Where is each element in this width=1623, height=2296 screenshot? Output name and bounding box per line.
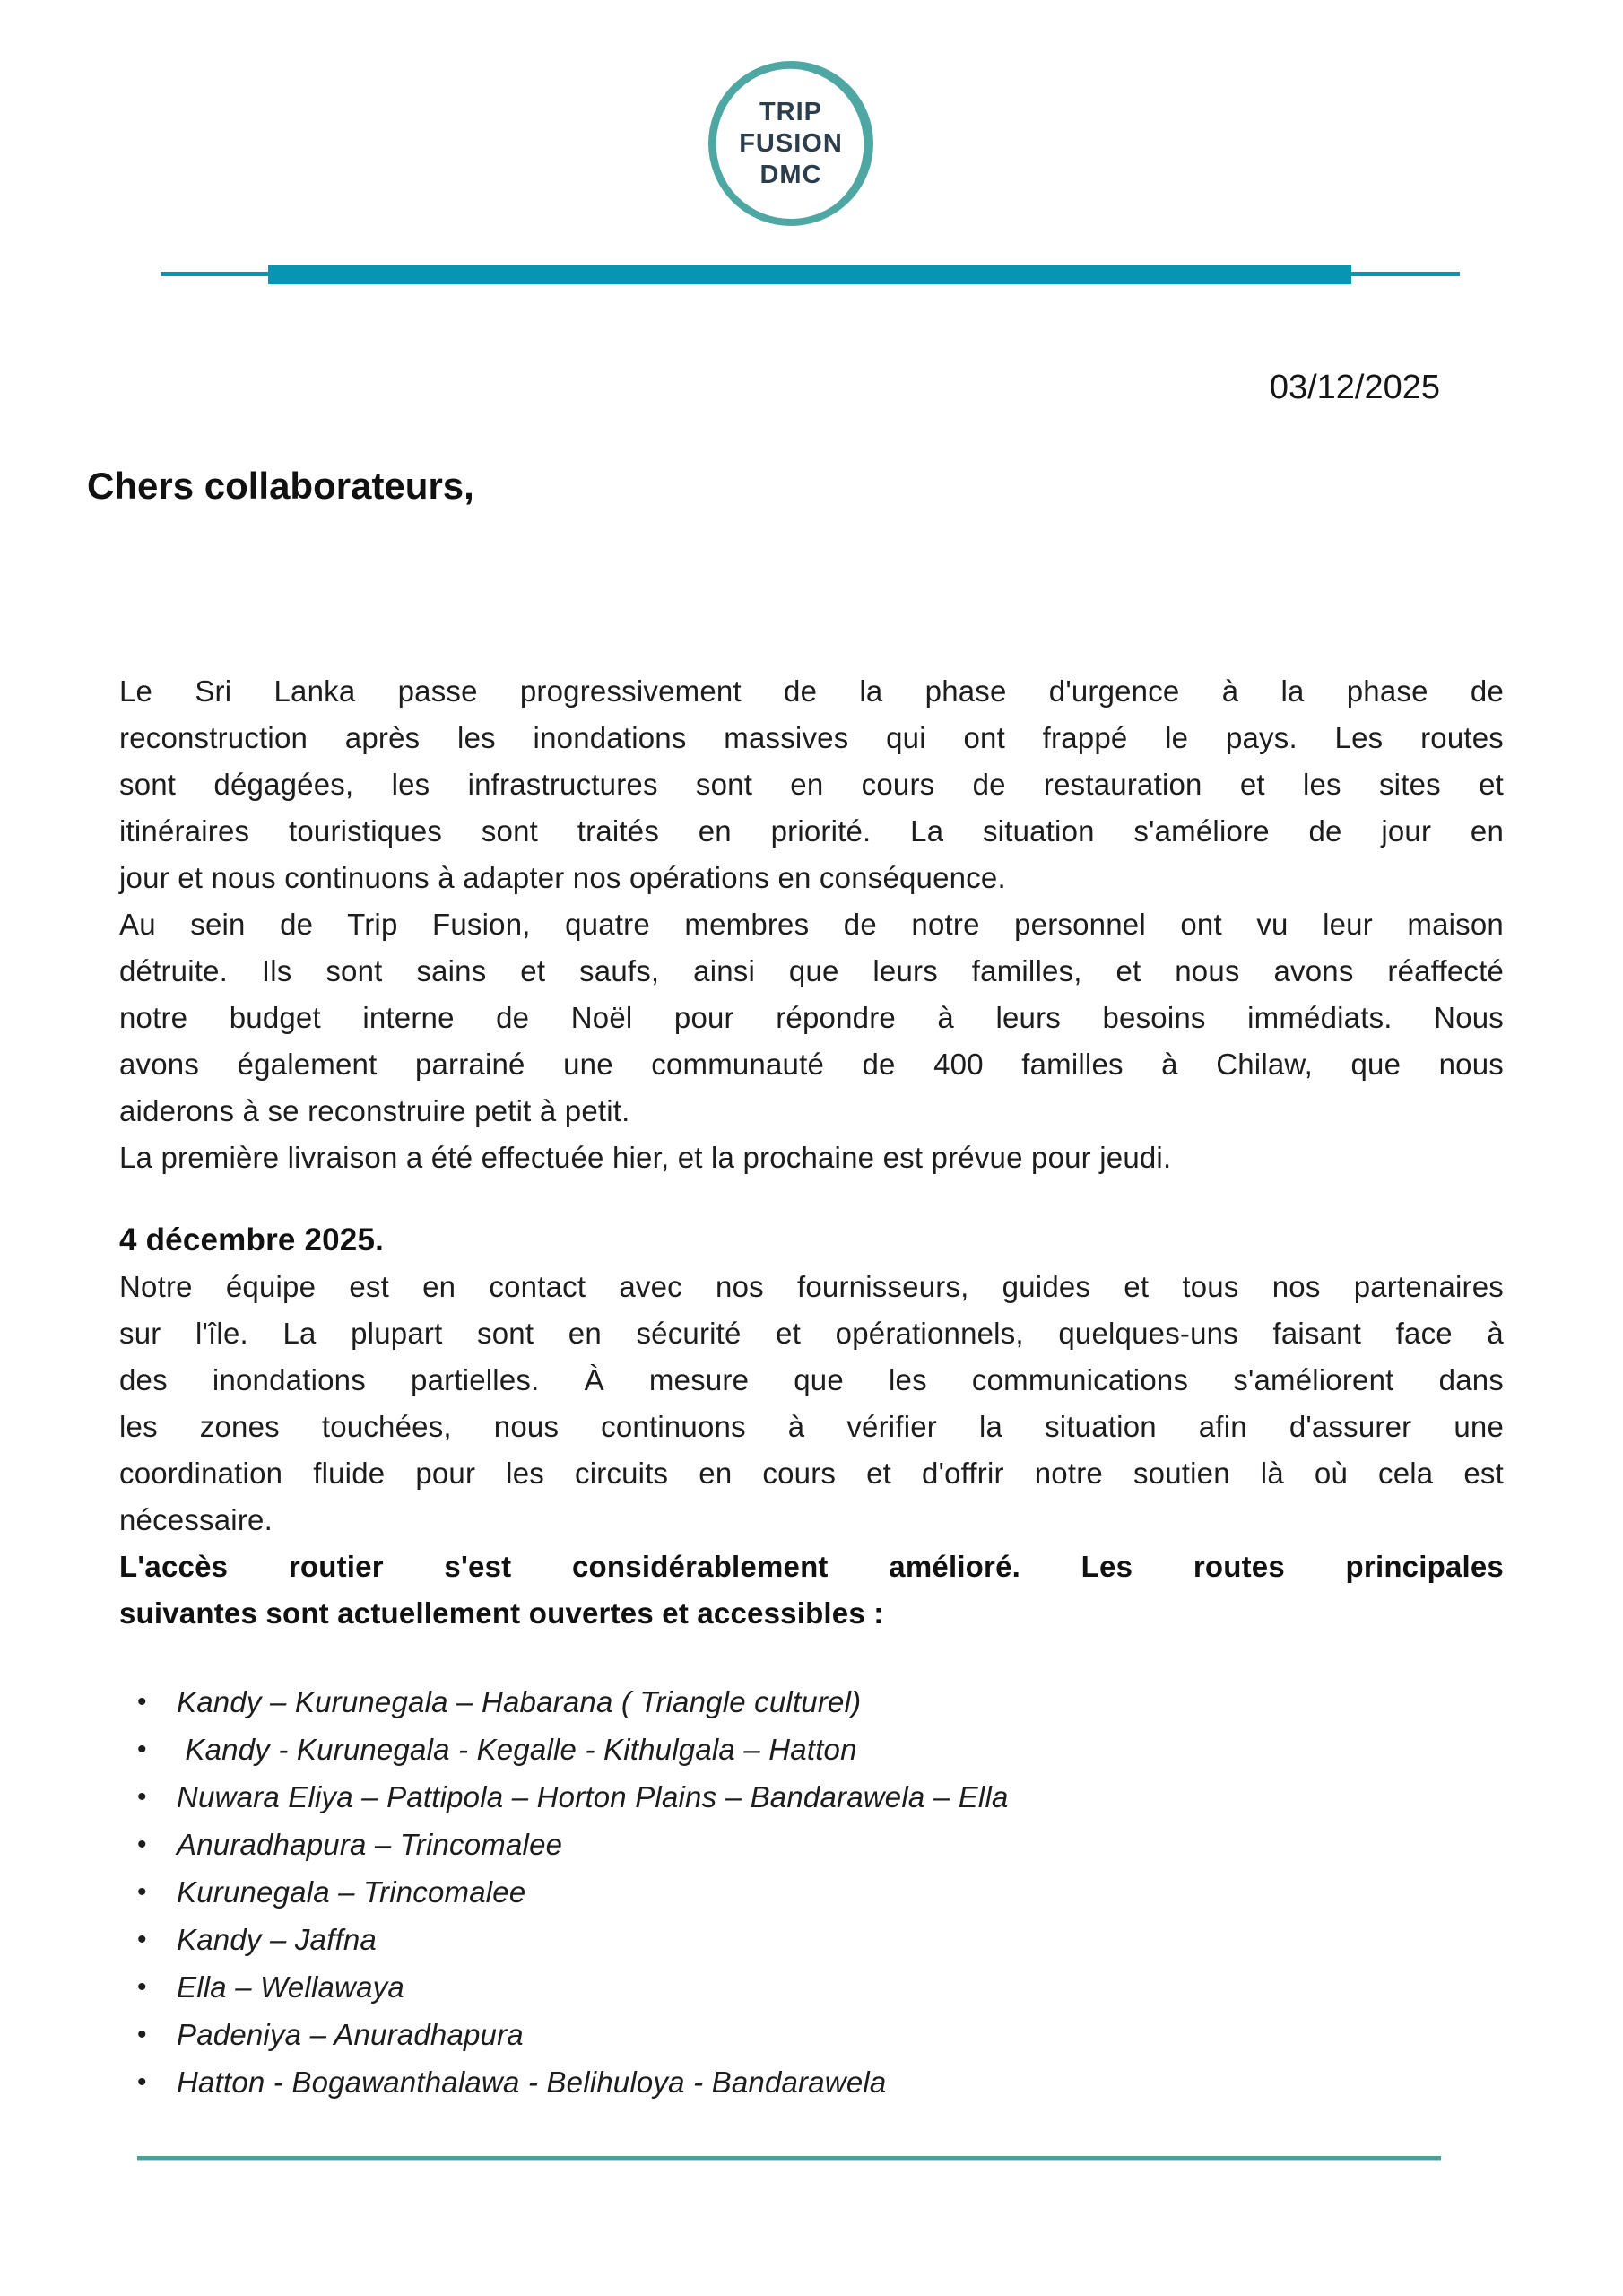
route-item [119, 1963, 1504, 2011]
route-item [119, 2011, 1504, 2058]
route-item [119, 1868, 1504, 1916]
paragraph-team-status [119, 1264, 1504, 1544]
footer-divider-line [137, 2156, 1441, 2161]
route-item [119, 1821, 1504, 1868]
paragraph-recovery [119, 668, 1504, 901]
routes-list [119, 1678, 1504, 2106]
text-line: L'accès routier s'est considérablement amélioré. Les routes principales [119, 1550, 1504, 1583]
route-text: Kandy – Kurunegala – Habarana ( Triangle culturel) [177, 1685, 862, 1718]
bullet-dot-icon: • [137, 2067, 147, 2097]
text-line: Au sein de Trip Fusion, quatre membres de notre personnel ont vu leur maison [119, 908, 1504, 941]
route-text: Kandy – Jaffna [177, 1923, 377, 1956]
text-line: jour et nous continuons à adapter nos opérations en conséquence. [119, 861, 1006, 894]
text-line: détruite. Ils sont sains et saufs, ainsi que leurs familles, et nous avons réaffecté [119, 954, 1504, 987]
logo-line-1: TRIP [759, 97, 823, 126]
text-line: Notre équipe est en contact avec nos fournisseurs, guides et tous nos partenaires [119, 1270, 1504, 1303]
salutation: Chers collaborateurs, [87, 465, 474, 507]
trip-fusion-logo [705, 56, 877, 231]
bullet-dot-icon: • [137, 1735, 147, 1764]
text-line: nécessaire. [119, 1503, 273, 1536]
route-text: Ella – Wellawaya [177, 1970, 404, 2004]
logo-wordmark [705, 56, 877, 231]
letter-body [119, 668, 1504, 2106]
bullet-dot-icon: • [137, 2020, 147, 2049]
route-item [119, 1916, 1504, 1963]
route-item [119, 1773, 1504, 1821]
text-line: coordination fluide pour les circuits en cours et d'offrir notre soutien là où cela est [119, 1457, 1504, 1490]
paragraph-staff [119, 901, 1504, 1135]
paragraph-delivery: La première livraison a été effectuée hier, et la prochaine est prévue pour jeudi. [119, 1141, 1172, 1174]
route-text: Anuradhapura – Trincomalee [177, 1828, 563, 1861]
route-text: Nuwara Eliya – Pattipola – Horton Plains – Bandarawela – Ella [177, 1780, 1009, 1813]
header-divider-bar [268, 265, 1351, 284]
bullet-dot-icon: • [137, 1687, 147, 1717]
letter-date: 03/12/2025 [1269, 369, 1440, 406]
bullet-dot-icon: • [137, 1925, 147, 1954]
route-item [119, 1678, 1504, 1726]
text-line: sont dégagées, les infrastructures sont en cours de restauration et les sites et [119, 768, 1504, 801]
text-line: les zones touchées, nous continuons à vérifier la situation afin d'assurer une [119, 1410, 1504, 1443]
route-item [119, 1726, 1504, 1773]
text-line: sur l'île. La plupart sont en sécurité et opérationnels, quelques-uns faisant face à [119, 1317, 1504, 1350]
text-line: suivantes sont actuellement ouvertes et accessibles : [119, 1596, 884, 1630]
route-item [119, 2058, 1504, 2106]
text-line: itinéraires touristiques sont traités en priorité. La situation s'améliore de jour en [119, 814, 1504, 848]
route-text: Hatton - Bogawanthalawa - Belihuloya - Bandarawela [177, 2066, 887, 2099]
text-line: reconstruction après les inondations massives qui ont frappé le pays. Les routes [119, 721, 1504, 754]
text-line: aiderons à se reconstruire petit à petit. [119, 1094, 630, 1127]
bullet-dot-icon: • [137, 1972, 147, 2002]
text-line: avons également parrainé une communauté de 400 familles à Chilaw, que nous [119, 1048, 1504, 1081]
logo-line-2: FUSION [739, 128, 843, 158]
text-line: Le Sri Lanka passe progressivement de la phase d'urgence à la phase de [119, 674, 1504, 708]
route-text: Kandy - Kurunegala - Kegalle - Kithulgala – Hatton [177, 1733, 857, 1766]
section-date-heading: 4 décembre 2025. [119, 1222, 385, 1257]
text-line: notre budget interne de Noël pour répondre à leurs besoins immédiats. Nous [119, 1001, 1504, 1034]
logo-line-3: DMC [759, 160, 822, 189]
route-text: Kurunegala – Trincomalee [177, 1875, 526, 1909]
bullet-dot-icon: • [137, 1877, 147, 1907]
paragraph-road-access [119, 1544, 1504, 1637]
bullet-dot-icon: • [137, 1830, 147, 1859]
route-text: Padeniya – Anuradhapura [177, 2018, 524, 2051]
bullet-dot-icon: • [137, 1782, 147, 1812]
text-line: des inondations partielles. À mesure que les communications s'améliorent dans [119, 1363, 1504, 1396]
